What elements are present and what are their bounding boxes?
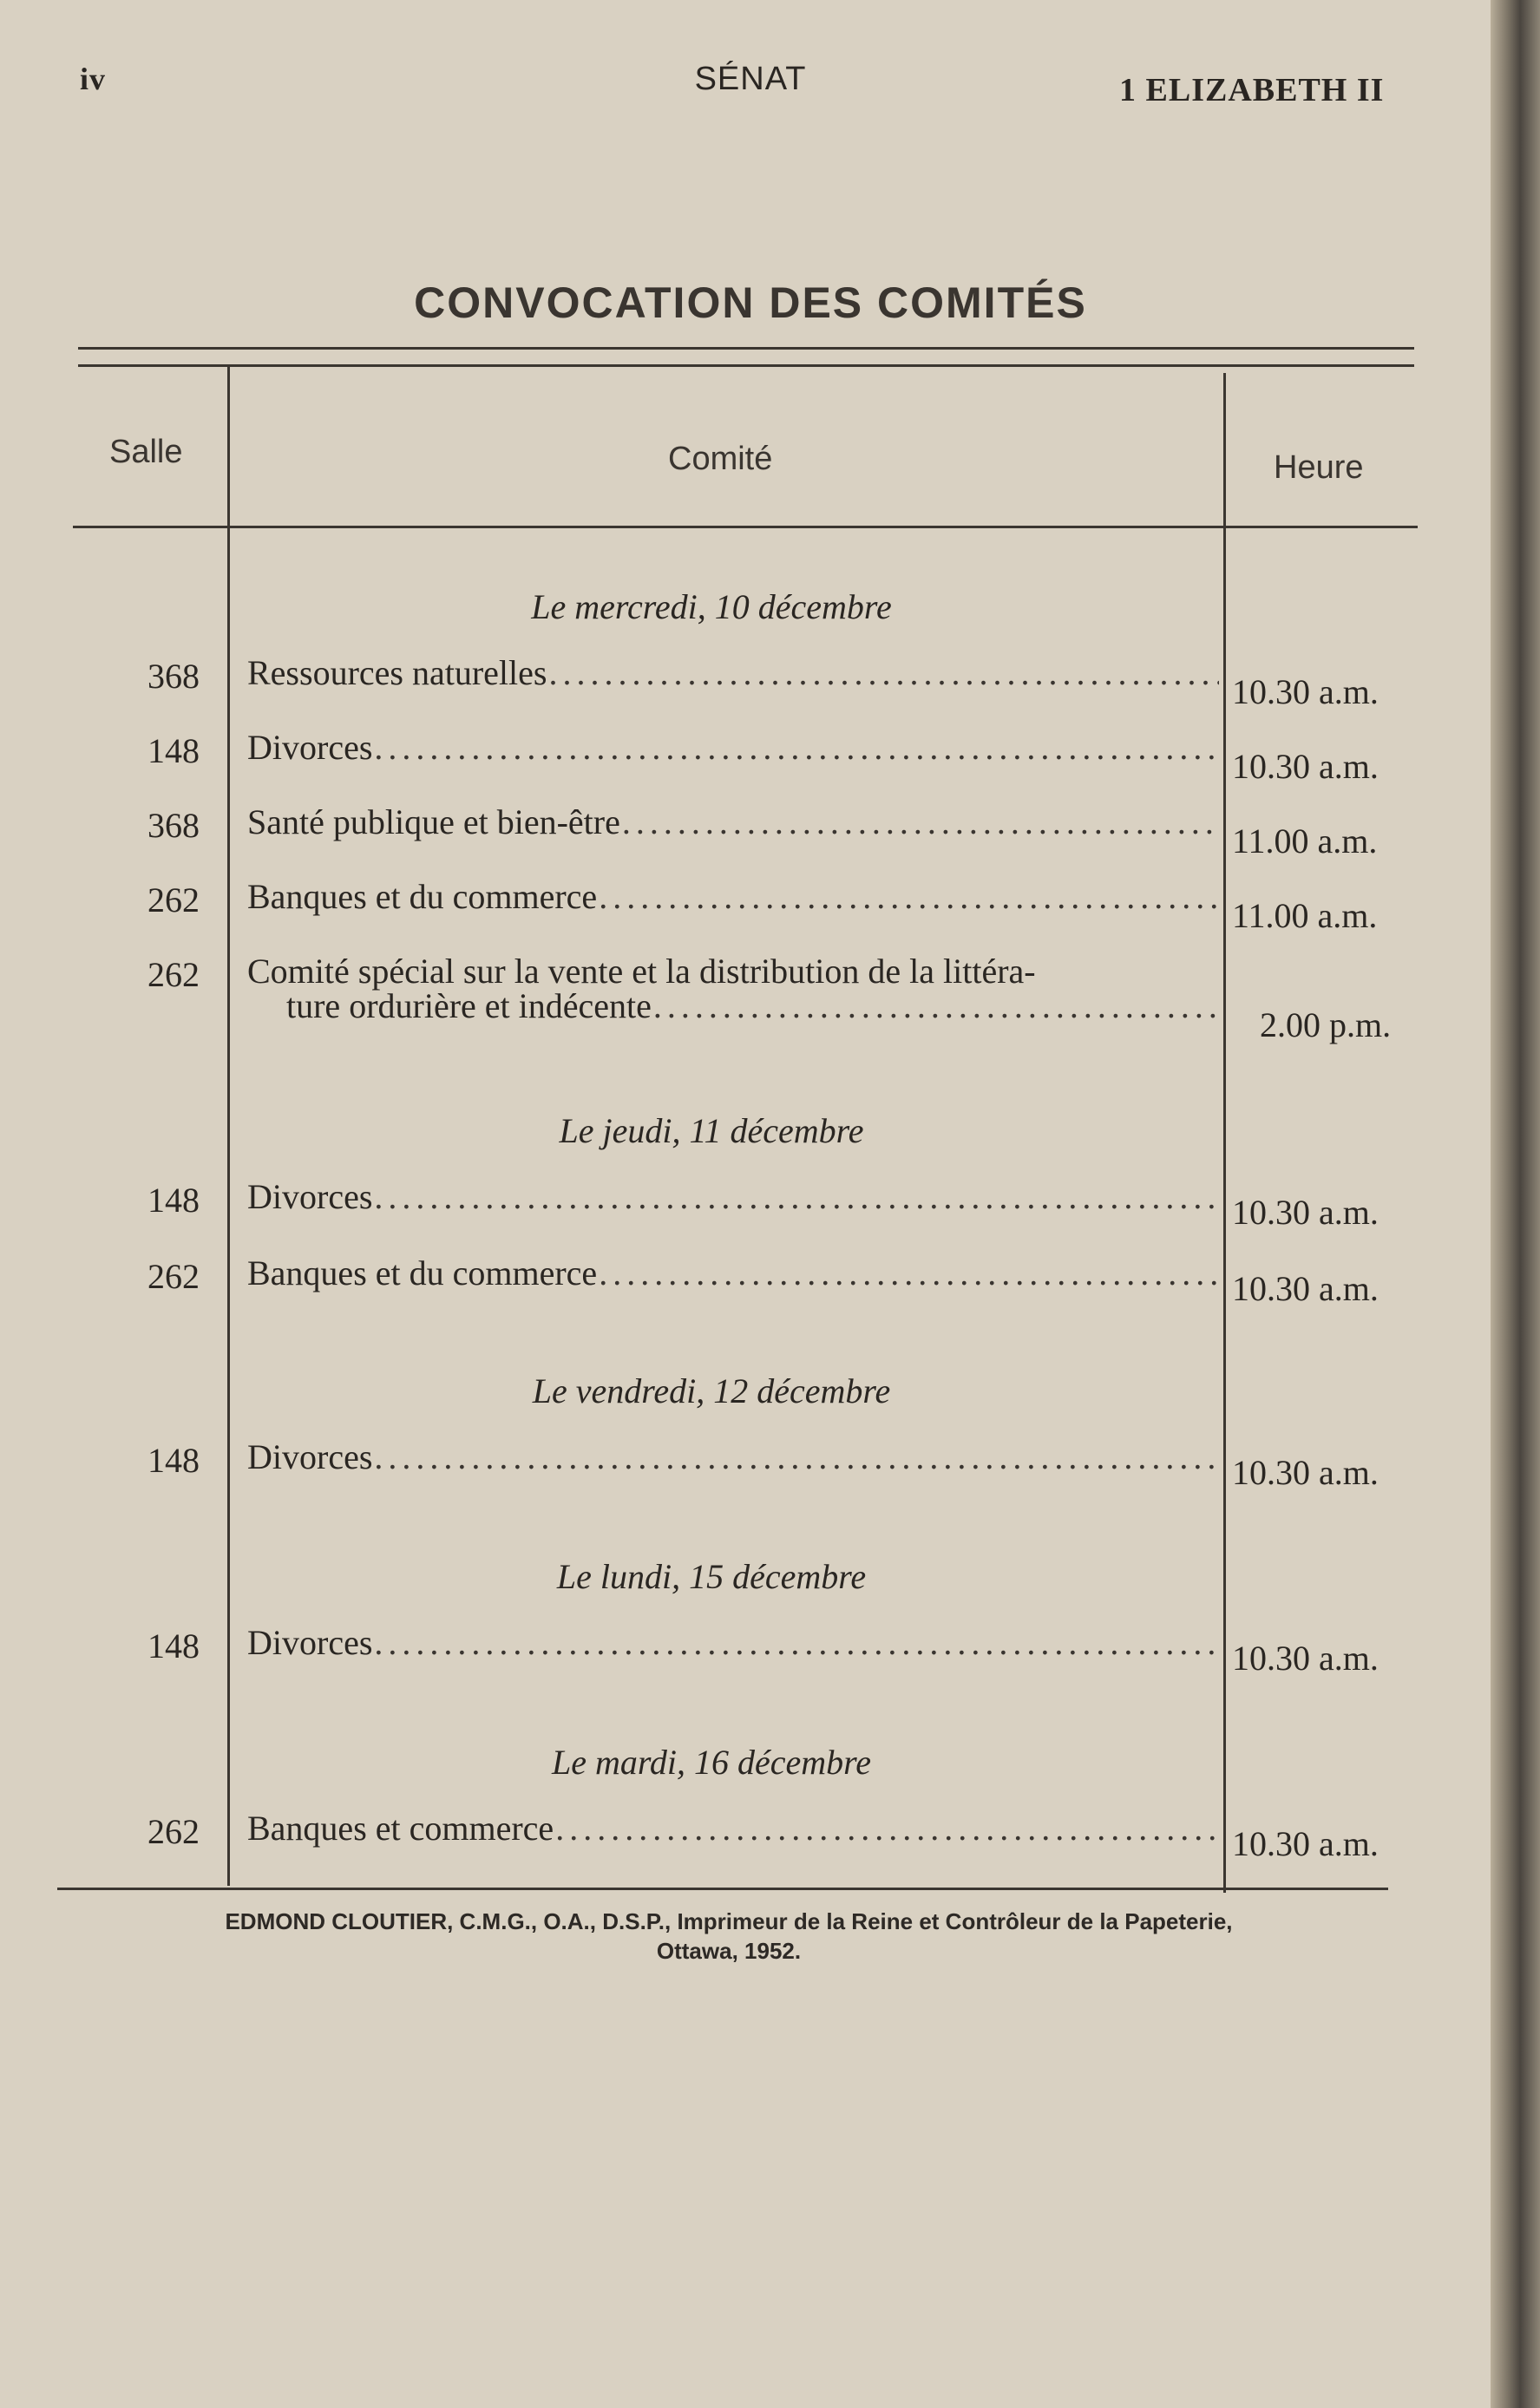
committee-name: Divorces ..... [247,730,1219,765]
table-row [0,877,1492,949]
room-number: 262 [147,1257,200,1296]
committee-name: Ressources naturelles ..... [247,656,1219,690]
title-rule-bottom [78,364,1414,367]
room-number: 262 [147,955,200,994]
table-row [0,730,1492,800]
room-number: 148 [147,1441,200,1480]
imprint-line-2: Ottawa, 1952. [656,1938,802,1964]
room-number: 262 [147,1812,200,1851]
meeting-time: 10.30 a.m. [1232,1453,1379,1492]
column-header-heure: Heure [1274,449,1364,486]
committee-name: Banques et du commerce ..... [247,880,1219,914]
day-heading: Le vendredi, 12 décembre [532,1371,891,1410]
committee-name: Santé publique et bien-être ..... [247,805,1219,840]
table-row [0,1437,1492,1509]
page-number: iv [80,62,107,96]
committee-name: Banques et du commerce ..... [247,1256,1219,1291]
meeting-time: 10.30 a.m. [1232,1824,1379,1863]
committee-name [247,954,1219,1024]
column-header-salle: Salle [109,434,183,470]
book-gutter-shadow [1491,0,1540,2408]
committee-name: Divorces ..... [247,1626,1219,1660]
day-heading: Le mardi, 16 décembre [551,1743,872,1782]
header-rule [73,526,1418,528]
table-row [0,1177,1492,1249]
meeting-time: 11.00 a.m. [1232,821,1378,860]
imprint-line-1: EDMOND CLOUTIER, C.M.G., O.A., D.S.P., Imprimeur de la Reine et Contrôleur de la Papeterie, [225,1908,1233,1934]
committee-name: Divorces ..... [247,1180,1219,1214]
meeting-time: 10.30 a.m. [1232,672,1379,711]
table-row [0,802,1492,874]
day-heading: Le lundi, 15 décembre [556,1557,867,1596]
title-rule-top [78,347,1414,350]
page-title: CONVOCATION DES COMITÉS [414,278,1087,327]
committee-name: Divorces ..... [247,1440,1219,1475]
room-number: 368 [147,657,200,696]
running-head-center: SÉNAT [694,61,807,97]
day-heading: Le jeudi, 11 décembre [559,1111,864,1150]
room-number: 368 [147,806,200,845]
meeting-time: 10.30 a.m. [1232,1639,1379,1678]
committee-name-line-2: ture orduriѐre et indécente [286,986,652,1025]
room-number: 148 [147,1181,200,1220]
meeting-time: 10.30 a.m. [1232,747,1379,786]
meeting-time: 11.00 a.m. [1232,896,1378,935]
table-row [0,1253,1492,1325]
room-number: 148 [147,1626,200,1665]
column-header-comite: Comité [668,441,773,477]
room-number: 148 [147,731,200,770]
meeting-time: 10.30 a.m. [1232,1269,1379,1308]
table-row [0,954,1492,1058]
committee-name: Banques et commerce ..... [247,1811,1219,1846]
running-head-right: 1 ELIZABETH II [1119,72,1385,108]
table-bottom-rule [57,1888,1388,1890]
table-row [0,1811,1492,1881]
meeting-time: 2.00 p.m. [1260,1005,1392,1044]
table-row [0,1623,1492,1695]
meeting-time: 10.30 a.m. [1232,1193,1379,1232]
table-row [0,653,1492,725]
printer-imprint [52,1907,1406,1966]
day-heading: Le mercredi, 10 décembre [531,587,892,626]
room-number: 262 [147,880,200,919]
committee-name-line-1: Comité spécial sur la vente et la distribution de la littéra- [247,952,1036,991]
